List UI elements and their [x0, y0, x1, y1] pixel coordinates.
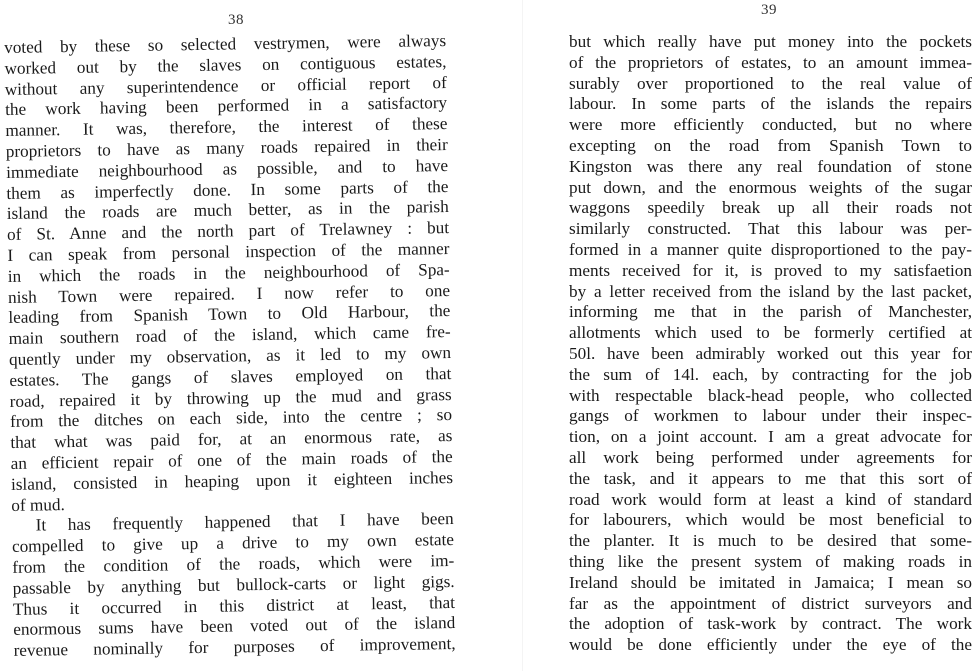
text-line: an efficient repair of one of the main roads of the [10, 446, 453, 473]
text-line: of St. Anne and the north part of Trelawney : but [6, 218, 450, 245]
text-line: immediate neighbourhood as possible, and to have [5, 155, 449, 182]
text-line: manner. It was, therefore, the interest of these [5, 114, 448, 141]
text-line: the task, and it appears to me that this sort of [569, 468, 972, 488]
text-line: all work being performed under agreements for [569, 447, 972, 467]
text-line: gangs of workmen to labour under their inspec- [569, 406, 972, 426]
text-line: by a letter received from the island by the last packet, [569, 281, 972, 301]
text-line: formed in a manner quite disproportioned to the pay- [569, 239, 972, 259]
right-page [560, 0, 980, 671]
text-line: from the condition of the roads, which were im- [12, 550, 455, 577]
text-line: 50l. have been admirably worked out this year for [569, 343, 972, 363]
text-line: I can speak from personal inspection of the manner [7, 239, 450, 265]
text-line: labour. In some parts of the islands the repairs [569, 94, 972, 114]
right-page-number: 39 [761, 2, 777, 18]
text-line: leading from Spanish Town to Old Harbour, the [8, 301, 451, 328]
text-line: with respectable black-head people, who collected [569, 385, 972, 405]
right-page-text [569, 32, 972, 656]
text-line: island, consisted in heaping upon it eighteen inches [10, 467, 454, 494]
text-line: quently under my observation, as it led to my own [8, 342, 452, 369]
text-line: were more efficiently conducted, but no where [569, 115, 972, 135]
text-line: nish Town were repaired. I now refer to one [7, 280, 451, 307]
text-line: of the proprietors of estates, to an amount immea- [569, 52, 972, 72]
text-line: the planter. It is much to be desired that some- [569, 531, 972, 551]
text-line: island the roads are much better, as in the parish [6, 197, 449, 224]
left-page-text [4, 31, 456, 662]
text-line: revenue nominally for purposes of improvement, [13, 634, 456, 661]
text-line: It has frequently happened that I have been [35, 509, 454, 535]
text-line: road work would form at least a kind of standard [569, 489, 972, 509]
text-line: waggons speedily break up all their roads not [569, 198, 972, 218]
text-line: for labourers, which would be most beneficial to [569, 510, 972, 530]
text-line: them as imperfectly done. In some parts of the [6, 176, 449, 203]
text-line: in which the roads in the neighbourhood of Spa- [7, 259, 450, 286]
text-line: thing like the present system of making roads in [569, 551, 972, 571]
text-line: estates. The gangs of slaves employed on that [9, 363, 452, 390]
text-line: informing me that in the parish of Manchester, [569, 302, 972, 322]
left-page-number: 38 [228, 12, 244, 28]
text-line: the adoption of task-work by contract. The work [569, 614, 972, 634]
left-page [0, 0, 470, 671]
text-line: the sum of 14l. each, by contracting for the job [569, 364, 972, 384]
text-line: voted by these so selected vestrymen, were always [4, 31, 447, 57]
text-line: put down, and the enormous weights of the sugar [569, 177, 972, 197]
text-line: from the ditches on each side, into the centre ; so [9, 405, 453, 432]
text-line: without any superintendence or official report of [4, 72, 447, 99]
text-line: compelled to give up a drive to my own estate [11, 530, 455, 557]
text-line: of mud. [11, 494, 65, 515]
text-line: ments received for it, is proved to my satisfaetion [569, 260, 972, 280]
text-line: worked out by the slaves on contiguous estates, [4, 51, 447, 78]
text-line: tion, on a joint account. I am a great advocate for [569, 427, 972, 447]
text-line: the work having been performed in a satisfactory [4, 93, 448, 120]
book-gutter [522, 0, 523, 671]
text-line: enormous sums have been voted out of the island [13, 613, 456, 640]
text-line: Thus it occurred in this district at least, that [12, 592, 456, 619]
text-line: Ireland should be imitated in Jamaica; I mean so [569, 572, 972, 592]
text-line: would be done efficiently under the eye of the [569, 635, 972, 655]
text-line: Kingston was there any real foundation of stone [569, 156, 972, 176]
text-line: that what was paid for, at an enormous rate, as [10, 426, 453, 453]
text-line: proprietors to have as many roads repaired in their [5, 135, 448, 161]
text-line: excepting on the road from Spanish Town to [569, 135, 972, 155]
text-line: similarly constructed. That this labour was per- [569, 219, 972, 239]
text-line: road, repaired it by throwing up the mud and grass [9, 384, 452, 411]
text-line: allotments which used to be formerly certified at [569, 323, 972, 343]
text-line: passable by anything but bullock-carts or light gigs. [12, 571, 455, 598]
text-line: far as the appointment of district surveyors and [569, 593, 972, 613]
text-line: surably over proportioned to the real value of [569, 73, 972, 93]
text-line: but which really have put money into the pockets [569, 32, 972, 51]
text-line: main southern road of the island, which came fre- [8, 322, 451, 349]
